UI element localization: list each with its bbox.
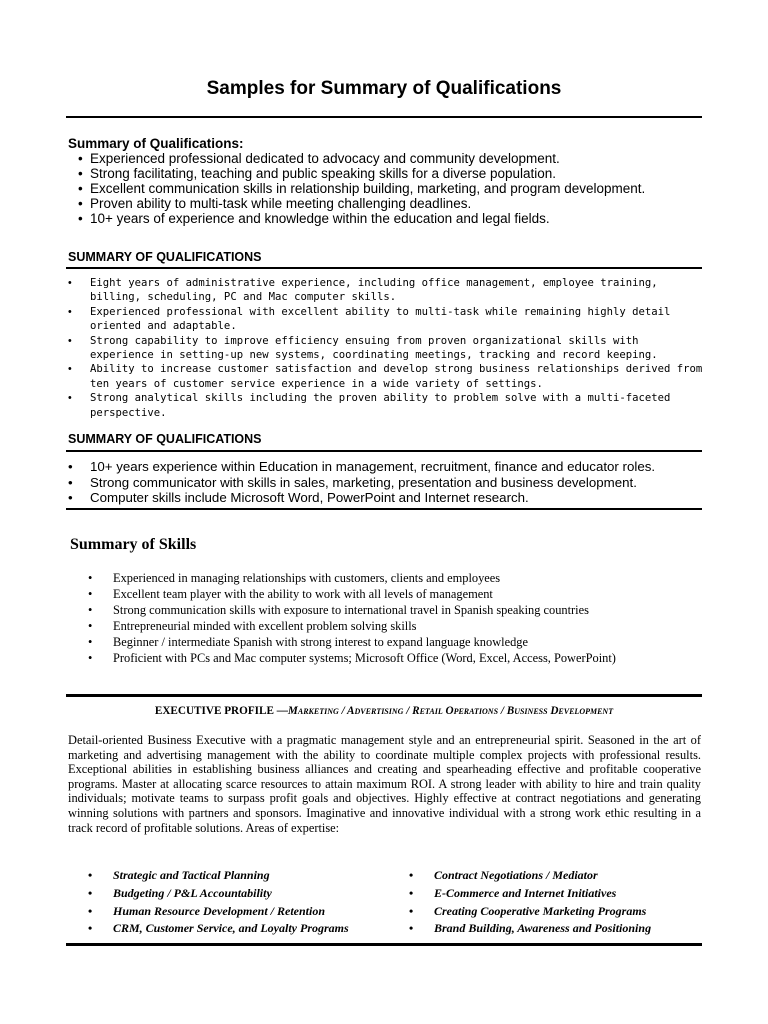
list-item [409, 903, 719, 921]
bullet-icon: • [68, 392, 72, 405]
list-item [68, 305, 708, 334]
list-item [88, 903, 398, 921]
list-item-text: Ability to increase customer satisfaction and develop strong business relationships derived from ten years of customer service experience in a wide variety of settings. [90, 363, 703, 390]
list-item [88, 587, 708, 603]
bullet-icon: • [68, 474, 73, 490]
list-item-text: Strong communicator with skills in sales, marketing, presentation and business development. [90, 474, 637, 490]
list-item [68, 459, 708, 475]
list-item-text: Proven ability to multi-task while meeting challenging deadlines. [90, 196, 472, 211]
section-rule [66, 508, 702, 510]
bullet-icon: • [68, 459, 73, 474]
list-item-text: E-Commerce and Internet Initiatives [434, 885, 617, 900]
section-rule [66, 694, 702, 697]
list-item-text: Excellent communication skills in relationship building, marketing, and program development. [90, 181, 646, 196]
bullet-icon: • [88, 903, 93, 918]
bullet-icon: • [68, 277, 72, 289]
bullet-icon: • [78, 151, 83, 166]
bullet-icon: • [68, 334, 72, 347]
list-item-text: Beginner / intermediate Spanish with strong interest to expand language knowledge [113, 634, 528, 649]
list-item [409, 867, 719, 885]
bullet-list [68, 276, 708, 420]
section-heading: Summary of Qualifications: [68, 136, 244, 151]
bullet-icon: • [88, 634, 93, 649]
list-item [68, 490, 708, 506]
bullet-icon: • [78, 211, 83, 226]
page-title: Samples for Summary of Qualifications [206, 78, 562, 99]
bullet-icon: • [78, 166, 83, 181]
list-item-text: 10+ years experience within Education in management, recruitment, finance and educator roles. [90, 459, 656, 474]
list-item [409, 920, 719, 938]
list-item-text: Contract Negotiations / Mediator [434, 868, 598, 882]
list-item [88, 885, 398, 903]
bullet-icon: • [88, 602, 93, 617]
section-summary-qualifications-3 [68, 459, 708, 506]
bullet-icon: • [409, 921, 414, 936]
bullet-list [68, 151, 708, 226]
section-heading: SUMMARY OF QUALIFICATIONS [68, 250, 262, 264]
list-item-text: Computer skills include Microsoft Word, PowerPoint and Internet research. [90, 490, 529, 505]
list-item-text: CRM, Customer Service, and Loyalty Programs [113, 921, 349, 936]
list-item [68, 334, 708, 363]
bullet-icon: • [68, 363, 72, 376]
bullet-list [88, 867, 398, 938]
executive-profile-heading [0, 705, 768, 717]
list-item-text: Excellent team player with the ability to work with all levels of management [113, 586, 493, 601]
bullet-icon: • [409, 903, 414, 918]
list-item-text: Entrepreneurial minded with excellent problem solving skills [113, 618, 417, 633]
bullet-icon: • [88, 868, 93, 882]
section-rule [66, 450, 702, 452]
list-item-text: Human Resource Development / Retention [113, 903, 325, 918]
bullet-icon: • [78, 196, 83, 211]
list-item [68, 391, 708, 420]
list-item [68, 276, 708, 305]
list-item-text: Brand Building, Awareness and Positioning [434, 921, 652, 936]
section-summary-skills [88, 571, 708, 666]
list-item [88, 635, 708, 651]
list-item [68, 181, 708, 196]
list-item-text: Creating Cooperative Marketing Programs [434, 903, 647, 918]
bullet-icon: • [88, 586, 93, 601]
list-item [68, 362, 708, 391]
list-item [88, 603, 708, 619]
bullet-icon: • [409, 885, 414, 900]
list-item-text: Strategic and Tactical Planning [113, 868, 270, 882]
list-item [88, 651, 708, 667]
bullet-icon: • [88, 650, 93, 665]
list-item-text: Eight years of administrative experience, including office management, employee training, billing, scheduling, PC and Mac computer skills. [90, 277, 658, 304]
section-summary-qualifications-2 [68, 276, 708, 420]
section-rule [66, 267, 702, 269]
bullet-icon: • [88, 618, 93, 633]
bullet-list [409, 867, 719, 938]
list-item-text: Experienced in managing relationships with customers, clients and employees [113, 571, 501, 585]
executive-profile-paragraph: Detail-oriented Business Executive with a pragmatic management style and an entrepreneurial spirit. Seasoned in the art of marketing and advertising management with the ability to coordinate multiple complex projects with professional results. Exceptional abilities in establishing business alliances and creating and spearheading effective and profitable cooperative programs. Master at allocating scarce resources to attain maximum ROI. A strong leader with ability to hire and train quality individuals; motivate teams to surpass profit goals and objectives. Highly effective at contract negotiations and generating winning solutions with partners and sponsors. Imaginative and innovative individual with a strong work ethic resulting in a track record of profitable solutions. Areas of expertise: [68, 733, 701, 835]
bullet-icon: • [409, 868, 414, 882]
expertise-column-left [88, 867, 398, 938]
list-item [88, 920, 398, 938]
list-item [68, 211, 708, 226]
expertise-column-right [409, 867, 719, 938]
bullet-icon: • [68, 490, 73, 505]
section-rule [66, 943, 702, 946]
list-item-text: Strong capability to improve efficiency ensuing from proven organizational skills with experience in setting-up new systems, coordinating meetings, tracking and record keeping. [90, 334, 658, 362]
list-item-text: Experienced professional with excellent ability to multi-task while remaining highly detail oriented and adaptable. [90, 305, 671, 333]
list-item-text: 10+ years of experience and knowledge within the education and legal fields. [90, 211, 550, 226]
section-heading: SUMMARY OF QUALIFICATIONS [68, 432, 262, 446]
section-heading: Summary of Skills [70, 536, 197, 553]
bullet-icon: • [88, 571, 93, 585]
section-summary-qualifications-1 [68, 136, 708, 226]
list-item [409, 885, 719, 903]
list-item [68, 196, 708, 211]
bullet-icon: • [78, 181, 83, 196]
list-item-text: Proficient with PCs and Mac computer systems; Microsoft Office (Word, Excel, Access, PowerPoint) [113, 650, 616, 665]
list-item [88, 619, 708, 635]
list-item [88, 867, 398, 885]
list-item-text: Strong facilitating, teaching and public speaking skills for a diverse population. [90, 166, 557, 181]
heading-subtitle: Marketing / Advertising / Retail Operations / Business Development [287, 705, 614, 717]
list-item-text: Experienced professional dedicated to advocacy and community development. [90, 151, 560, 166]
bullet-icon: • [68, 305, 72, 318]
list-item [68, 166, 708, 181]
list-item [88, 571, 708, 587]
bullet-list [68, 459, 708, 506]
list-item [68, 151, 708, 166]
list-item-text: Strong communication skills with exposure to international travel in Spanish speaking countries [113, 602, 589, 617]
bullet-list [88, 571, 708, 666]
title-rule [66, 116, 702, 118]
list-item-text: Budgeting / P&L Accountability [113, 885, 272, 900]
bullet-icon: • [88, 921, 93, 936]
list-item-text: Strong analytical skills including the proven ability to problem solve with a multi-faceted perspective. [90, 392, 671, 419]
list-item [68, 475, 708, 491]
bullet-icon: • [88, 885, 93, 900]
heading-main: EXECUTIVE PROFILE — [154, 705, 288, 717]
